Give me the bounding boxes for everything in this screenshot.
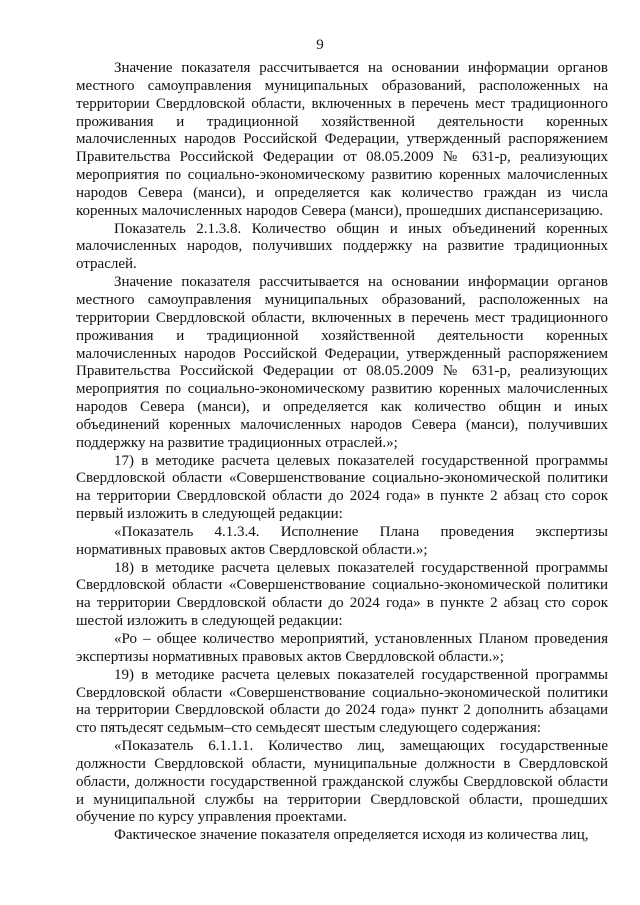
paragraph-actual-value: Фактическое значение показателя определяется исходя из количества лиц, xyxy=(114,827,589,844)
paragraph-indicator-2-1-3-8: Показатель 2.1.3.8. Количество общин и иных объединений коренных малочисленных народов, получивших поддержку на развитие традиционных отраслей. xyxy=(76,220,608,273)
paragraph-item-19: 19) в методике расчета целевых показателей государственной программы Свердловской области «Совершенствование социально-экономической политики на территории Свердловской области до 2024 года» пункт 2 дополнить абзацами сто пятьдесят седьмым–сто семьдесят шестым следующего содержания: xyxy=(76,666,608,737)
page-number: 9 xyxy=(316,37,324,53)
document-body xyxy=(76,60,608,845)
paragraph-indicator-6-1-1-1: «Показатель 6.1.1.1. Количество лиц, замещающих государственные должности Свердловской области, муниципальные должности в Свердловской области, должности государственной гражданской службы Свердловской области и муниципальной службы на территории Свердловской области, прошедших обучение по курсу управления проектами. xyxy=(76,738,608,826)
paragraph-item-18: 18) в методике расчета целевых показателей государственной программы Свердловской области «Совершенствование социально-экономической политики на территории Свердловской области до 2024 года» в пункте 2 абзац сто сорок шестой изложить в следующей редакции: xyxy=(76,559,608,630)
paragraph-item-17: 17) в методике расчета целевых показателей государственной программы Свердловской области «Совершенствование социально-экономической политики на территории Свердловской области до 2024 года» в пункте 2 абзац сто сорок первый изложить в следующей редакции: xyxy=(76,452,608,523)
paragraph-diagnostics-method: Значение показателя рассчитывается на основании информации органов местного самоуправления муниципальных образований, расположенных на территории Свердловской области, включенных в перечень мест традиционного проживания и традиционной хозяйственной деятельности коренных малочисленных народов Российской Федерации, утвержденный распоряжением Правительства Российской Федерации от 08.05.2009 № 631-р, реализующих мероприятия по социально-экономическому развитию коренных малочисленных народов Севера (манси), и определяется как количество граждан из числа коренных малочисленных народов Севера (манси), прошедших диспансеризацию. xyxy=(76,60,608,219)
paragraph-communities-method: Значение показателя рассчитывается на основании информации органов местного самоуправления муниципальных образований, расположенных на территории Свердловской области, включенных в перечень мест традиционного проживания и традиционной хозяйственной деятельности коренных малочисленных народов Российской Федерации, утвержденный распоряжением Правительства Российской Федерации от 08.05.2009 № 631-р, реализующих мероприятия по социально-экономическому развитию коренных малочисленных народов Севера (манси), и определяется как количество общин и иных объединений коренных малочисленных народов Севера (манси), получивших поддержку на развитие традиционных отраслей.»; xyxy=(76,274,608,451)
paragraph-indicator-4-1-3-4: «Показатель 4.1.3.4. Исполнение Плана проведения экспертизы нормативных правовых актов Свердловской области.»; xyxy=(76,523,608,558)
paragraph-ro-definition: «Ро – общее количество мероприятий, установленных Планом проведения экспертизы нормативных правовых актов Свердловской области.»; xyxy=(76,631,608,665)
